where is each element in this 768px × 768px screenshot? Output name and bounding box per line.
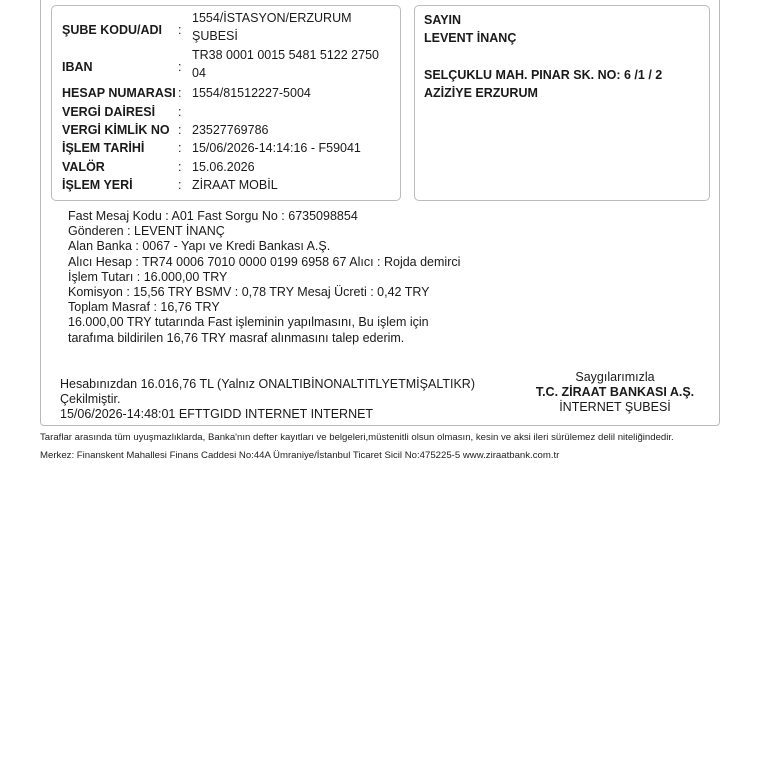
value-date-value: 15.06.2026 bbox=[192, 160, 255, 174]
commission-line: Komisyon : 15,56 TRY BSMV : 0,78 TRY Mesaj Ücreti : 0,42 TRY bbox=[68, 285, 430, 300]
total-fee: Toplam Masraf : 16,76 TRY bbox=[68, 300, 220, 315]
transaction-amount: İşlem Tutarı : 16.000,00 TRY bbox=[68, 269, 228, 284]
account-number-value: 1554/81512227-5004 bbox=[192, 86, 311, 100]
account-details-panel bbox=[51, 5, 401, 201]
footer-address: Merkez: Finanskent Mahallesi Finans Caddesi No:44A Ümraniye/İstanbul Ticaret Sicil No:475225-5 www.ziraatbank.com.tr bbox=[40, 450, 560, 461]
tax-id-label: VERGİ KİMLİK NO bbox=[62, 123, 170, 137]
tax-office-label: VERGİ DAİRESİ bbox=[62, 105, 156, 119]
iban-value-line1: TR38 0001 0015 5481 5122 2750 bbox=[192, 48, 379, 62]
branch-value bbox=[192, 9, 352, 45]
signature-branch: İNTERNET ŞUBESİ bbox=[559, 400, 671, 414]
branch-value-line2: ŞUBESİ bbox=[192, 29, 238, 43]
recipient-address-line2: AZİZİYE ERZURUM bbox=[424, 86, 538, 100]
signature-greeting: Saygılarımızla bbox=[575, 370, 655, 384]
request-line1: 16.000,00 TRY tutarında Fast işleminin yapılmasını, Bu işlem için bbox=[68, 315, 429, 330]
debit-line2: Çekilmiştir. bbox=[60, 392, 121, 406]
debit-line3: 15/06/2026-14:48:01 EFTTGIDD INTERNET INTERNET bbox=[60, 407, 374, 421]
transaction-date-colon: : bbox=[178, 141, 182, 155]
account-number-colon: : bbox=[178, 86, 182, 100]
transaction-place-colon: : bbox=[178, 178, 182, 192]
request-line2: tarafıma bildirilen 16,76 TRY masraf alınmasını talep ederim. bbox=[68, 330, 405, 345]
branch-colon: : bbox=[178, 23, 182, 37]
debit-statement bbox=[60, 377, 475, 422]
account-number-label: HESAP NUMARASI bbox=[62, 86, 176, 100]
footer-disclaimer: Taraflar arasında tüm uyuşmazlıklarda, Banka'nın defter kayıtları ve belgeleri,müstenitli olsun olmasın, kesin ve aksi ileri sürülemez delil niteliğindedir. bbox=[40, 432, 674, 443]
recipient-panel bbox=[414, 5, 710, 201]
value-date-colon: : bbox=[178, 160, 182, 174]
iban-label: IBAN bbox=[62, 60, 93, 74]
branch-label: ŞUBE KODU/ADI bbox=[62, 23, 163, 37]
signature-block bbox=[510, 370, 720, 415]
branch-value-line1: 1554/İSTASYON/ERZURUM bbox=[192, 11, 352, 25]
fast-message-code: Fast Mesaj Kodu : A01 Fast Sorgu No : 6735098854 bbox=[68, 209, 358, 223]
sender: Gönderen : LEVENT İNANÇ bbox=[68, 224, 225, 239]
iban-colon: : bbox=[178, 60, 182, 74]
value-date-label: VALÖR bbox=[62, 160, 105, 174]
transaction-date-value: 15/06/2026-14:14:16 - F59041 bbox=[192, 141, 361, 155]
tax-office-colon: : bbox=[178, 105, 182, 119]
iban-value-line2: 04 bbox=[192, 66, 206, 80]
tax-id-colon: : bbox=[178, 123, 182, 137]
recipient-address-line1: SELÇUKLU MAH. PINAR SK. NO: 6 /1 / 2 bbox=[424, 68, 663, 82]
transaction-place-label: İŞLEM YERİ bbox=[62, 178, 133, 192]
salutation: SAYIN bbox=[424, 13, 462, 27]
receiver-account: Alıcı Hesap : TR74 0006 7010 0000 0199 6958 67 Alıcı : Rojda demirci bbox=[68, 254, 461, 269]
signature-bank: T.C. ZİRAAT BANKASI A.Ş. bbox=[535, 385, 695, 399]
recipient-name: LEVENT İNANÇ bbox=[424, 31, 517, 45]
receiving-bank: Alan Banka : 0067 - Yapı ve Kredi Bankası A.Ş. bbox=[68, 239, 331, 254]
tax-id-value: 23527769786 bbox=[192, 123, 269, 137]
transaction-date-label: İŞLEM TARİHİ bbox=[62, 141, 145, 155]
debit-line1: Hesabınızdan 16.016,76 TL (Yalnız ONALTIBİNONALTITLYETMİŞALTIKR) bbox=[60, 377, 475, 391]
transfer-details bbox=[68, 209, 460, 346]
transaction-place-value: ZİRAAT MOBİL bbox=[192, 178, 278, 192]
iban-value bbox=[192, 46, 379, 82]
